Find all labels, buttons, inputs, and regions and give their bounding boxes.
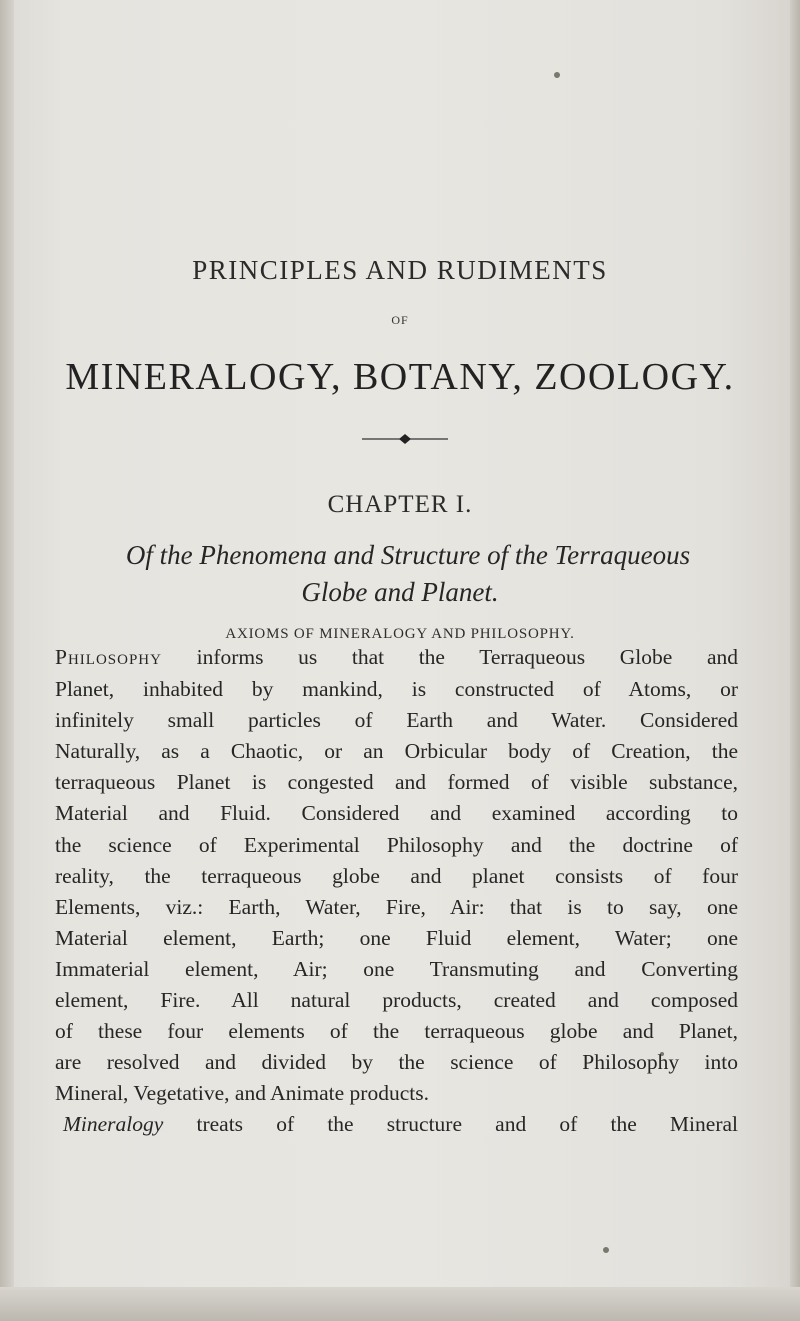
body-line: Mineral, Vegetative, and Animate products. <box>55 1081 429 1105</box>
body-line: Naturally, as a Chaotic, or an Orbicular body of Creation, the <box>55 739 738 763</box>
title-of: OF <box>391 313 409 327</box>
body-line-rest: informs us that the Terraqueous Globe and <box>161 645 738 669</box>
body-line: reality, the terraqueous globe and planet consists of four <box>55 864 738 888</box>
body-line-rest: treats of the structure and of the Mineral <box>163 1112 738 1136</box>
chapter-subtitle-line-2: Globe and Planet. <box>301 577 499 607</box>
body-line: of these four elements of the terraqueous globe and Planet, <box>55 1019 738 1043</box>
divider-ornament-icon <box>362 433 448 445</box>
body-line: element, Fire. All natural products, created and composed <box>55 988 738 1012</box>
title-line-1: PRINCIPLES AND RUDIMENTS <box>192 255 608 285</box>
body-line: the science of Experimental Philosophy and the doctrine of <box>55 833 738 857</box>
body-line: terraqueous Planet is congested and formed of visible substance, <box>55 770 738 794</box>
lead-word: Philosophy <box>55 645 162 669</box>
section-heading: AXIOMS OF MINERALOGY AND PHILOSOPHY. <box>225 626 575 642</box>
page-left-edge <box>0 0 14 1321</box>
page-right-edge <box>790 0 800 1321</box>
paper-speck <box>603 1247 609 1253</box>
body-line: infinitely small particles of Earth and Water. Considered <box>55 708 738 732</box>
body-line <box>63 1112 738 1137</box>
body-line: are resolved and divided by the science of Philosophy into <box>55 1050 738 1074</box>
paper-speck <box>554 72 560 78</box>
body-line <box>55 645 738 670</box>
body-line: Planet, inhabited by mankind, is constructed of Atoms, or <box>55 677 738 701</box>
body-line: Material and Fluid. Considered and examined according to <box>55 801 738 825</box>
body-line: Elements, viz.: Earth, Water, Fire, Air: that is to say, one <box>55 895 738 919</box>
chapter-heading: CHAPTER I. <box>327 491 473 518</box>
italic-term: Mineralogy <box>63 1112 164 1136</box>
body-line: Immaterial element, Air; one Transmuting and Converting <box>55 957 738 981</box>
body-line: Material element, Earth; one Fluid element, Water; one <box>55 926 738 950</box>
page-bottom-edge <box>0 1287 800 1321</box>
title-line-2: MINERALOGY, BOTANY, ZOOLOGY. <box>65 356 735 398</box>
chapter-subtitle-line-1: Of the Phenomena and Structure of the Terraqueous <box>125 540 691 570</box>
